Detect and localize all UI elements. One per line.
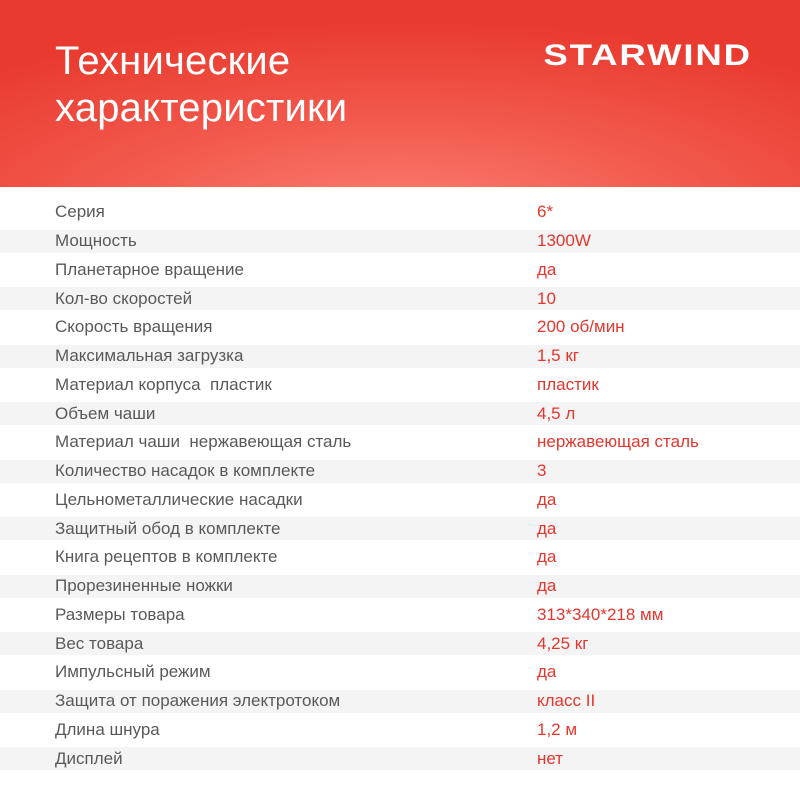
spec-row (0, 716, 800, 745)
spec-row (0, 486, 800, 515)
spec-label: Количество насадок в комплекте (55, 461, 316, 481)
spec-value: нет (537, 748, 564, 768)
spec-value: 1300W (537, 231, 591, 251)
spec-row (0, 198, 800, 227)
header (0, 0, 800, 187)
spec-table (0, 187, 800, 773)
spec-row (0, 601, 800, 630)
spec-value: 10 (537, 288, 556, 308)
spec-row (0, 284, 800, 313)
spec-row (0, 543, 800, 572)
spec-row (0, 658, 800, 687)
spec-value: 3 (537, 461, 547, 481)
page-title-line2: характеристики (55, 86, 348, 130)
spec-row (0, 572, 800, 601)
brand-logo: STARWIND (543, 39, 752, 72)
spec-label: Максимальная загрузка (55, 346, 244, 366)
spec-value: 4,25 кг (537, 633, 589, 653)
spec-value: 313*340*218 мм (537, 604, 664, 624)
spec-row (0, 313, 800, 342)
spec-row (0, 687, 800, 716)
spec-label: Серия (55, 202, 105, 222)
spec-row (0, 399, 800, 428)
spec-value: да (537, 259, 557, 279)
spec-label: Дисплей (55, 748, 123, 768)
spec-row (0, 428, 800, 457)
spec-label: Мощность (55, 231, 137, 251)
spec-label: Длина шнура (55, 719, 160, 739)
spec-label: Скорость вращения (55, 317, 213, 337)
spec-row (0, 342, 800, 371)
spec-label: Прорезиненные ножки (55, 576, 233, 596)
spec-value: да (537, 547, 557, 567)
spec-label: Объем чаши (55, 403, 156, 423)
spec-row (0, 457, 800, 486)
spec-value: класс II (537, 691, 596, 711)
spec-value: 6* (537, 202, 554, 222)
spec-label: Цельнометаллические насадки (55, 489, 303, 509)
spec-value: да (537, 489, 557, 509)
spec-row (0, 629, 800, 658)
spec-value: 1,5 кг (537, 346, 579, 366)
spec-value: 1,2 м (537, 719, 578, 739)
page-title (55, 38, 347, 132)
spec-label: Защитный обод в комплекте (55, 518, 281, 538)
spec-label: Материал корпуса пластик (55, 374, 272, 394)
spec-value: да (537, 518, 557, 538)
spec-row (0, 256, 800, 285)
spec-row (0, 371, 800, 400)
spec-value: да (537, 662, 557, 682)
spec-label: Импульсный режим (55, 662, 211, 682)
spec-label: Защита от поражения электротоком (55, 691, 341, 711)
spec-value: нержавеющая сталь (537, 432, 699, 452)
spec-value: да (537, 576, 557, 596)
spec-label: Книга рецептов в комплекте (55, 547, 278, 567)
spec-label: Материал чаши нержавеющая сталь (55, 432, 352, 452)
spec-row (0, 744, 800, 773)
spec-value: 200 об/мин (537, 317, 625, 337)
spec-value: 4,5 л (537, 403, 576, 423)
spec-label: Кол-во скоростей (55, 288, 193, 308)
spec-label: Вес товара (55, 633, 144, 653)
page-title-line1: Технические (55, 39, 291, 83)
spec-label: Планетарное вращение (55, 259, 244, 279)
spec-row (0, 227, 800, 256)
spec-value: пластик (537, 374, 599, 394)
spec-label: Размеры товара (55, 604, 185, 624)
spec-row (0, 514, 800, 543)
